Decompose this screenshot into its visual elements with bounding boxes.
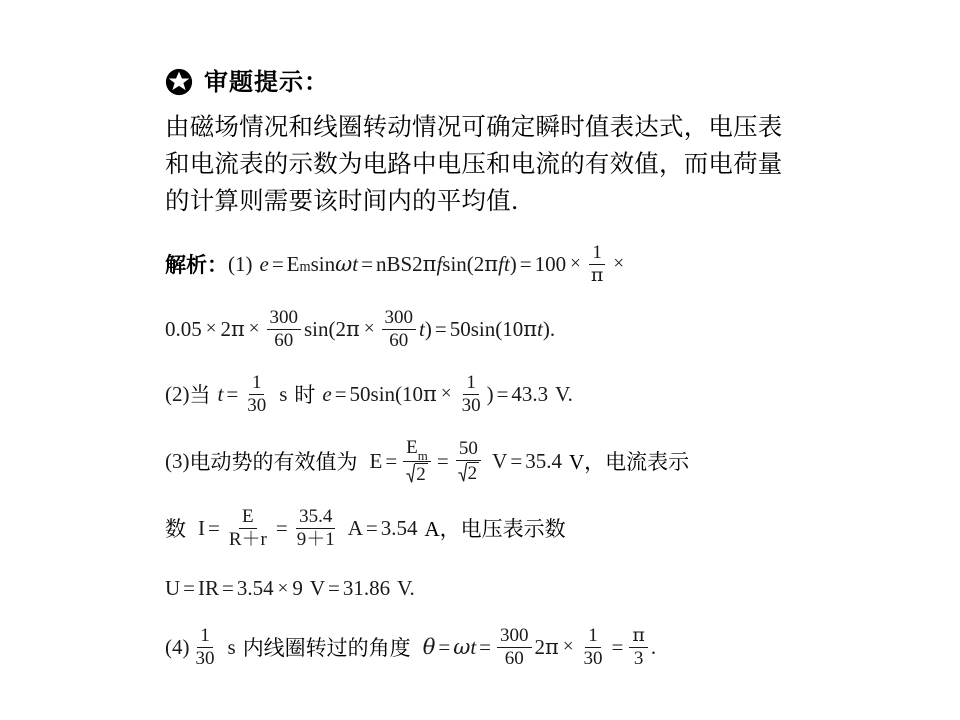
star-badge-icon [165, 68, 193, 96]
eq-7-1: = [438, 634, 451, 659]
fraction-denominator: 60 [504, 647, 524, 669]
equation-line-3 [165, 373, 810, 416]
fraction-numerator: 300 [497, 626, 532, 648]
fraction-300-over-60-c [497, 626, 532, 669]
shi-character: 时 [294, 383, 316, 408]
Em-subscript: m [299, 258, 311, 275]
fraction-35-4-over-9plus1 [294, 507, 338, 550]
paren-close-2: ) [424, 316, 432, 341]
eq-5-3: = [365, 515, 378, 540]
fraction-1-over-30-b [459, 373, 484, 416]
hint-line-1: 由磁场情况和线圈转动情况可确定瞬时值表达式，电压表 [165, 112, 783, 141]
t-var-3-1: t [217, 381, 224, 406]
eq-2-1: = [434, 316, 447, 341]
theta-symbol: θ [422, 635, 436, 660]
eq-7-3: = [611, 634, 624, 659]
pi-1: π [422, 252, 437, 277]
fraction-denominator [403, 462, 431, 485]
fraction-denominator: 3 [633, 647, 644, 669]
eq-3-1: = [226, 381, 239, 406]
fraction-numerator: 50 [456, 439, 481, 461]
t-var-2: t [419, 316, 425, 341]
value-35-4: 35.4 [525, 448, 562, 473]
hint-line-3: 的计算则需要该时间内的平均值. [165, 186, 519, 215]
eq-3-3: = [496, 381, 509, 406]
step-3-number: (3) [165, 448, 190, 473]
fraction-Em-over-sqrt2 [403, 438, 431, 485]
equation-line-1 [165, 243, 810, 286]
fraction-numerator: 1 [585, 626, 601, 648]
solution-block [165, 243, 810, 669]
value-100: 100 [534, 251, 567, 276]
pi-2-2: π [346, 317, 360, 342]
f-1: f [436, 251, 443, 276]
pi-2-1: π [230, 317, 245, 342]
sin-2: sin [442, 251, 467, 276]
emf-symbol: e [259, 251, 269, 276]
t-2: t [503, 251, 510, 276]
fraction-numerator: 1 [463, 373, 479, 395]
fraction-1-over-30-a [244, 373, 269, 416]
fraction-numerator: 35.4 [296, 507, 335, 529]
times-1-1: × [570, 253, 581, 275]
radicand: 2 [416, 463, 426, 485]
value-43-3: 43.3 [511, 381, 549, 406]
step-1-number: (1) [228, 251, 253, 276]
value-2-7: 2 [534, 634, 545, 659]
unit-volts-6b: V. [397, 576, 415, 601]
eq-5-1: = [208, 515, 220, 540]
times-3-1: × [440, 383, 452, 405]
expr-50sin-3: 50sin(10 [349, 381, 424, 406]
hint-heading-label: 审题提示： [204, 68, 329, 96]
value-3-54-6: 3.54 [236, 576, 274, 601]
unit-volts-4b: V， [568, 450, 606, 475]
Em-symbol-4: E [406, 436, 418, 458]
t-var-3: t [537, 316, 543, 341]
fraction-numerator: 300 [382, 308, 417, 330]
fraction-denominator: R＋r [228, 528, 267, 550]
value-9: 9 [292, 576, 303, 601]
pi-7-1: π [545, 635, 559, 660]
equation-line-7 [165, 623, 810, 669]
unit-seconds-7: s [227, 634, 236, 659]
hint-paragraph [165, 108, 810, 219]
unit-amps-5a: A [347, 515, 363, 540]
fraction-300-over-60-b [382, 308, 417, 351]
result-50sin: 50sin(10 [449, 316, 524, 341]
fraction-denominator: 60 [389, 329, 409, 351]
equation-line-4 [165, 438, 810, 485]
eq-6-3: = [328, 576, 340, 601]
unit-volts-6a: V [309, 576, 325, 601]
eq-4-2: = [436, 448, 449, 473]
fraction-pi-over-3 [629, 623, 648, 669]
unit-amps-5b: A， [424, 517, 461, 542]
period-7: . [650, 634, 657, 659]
equation-line-2 [165, 308, 810, 351]
fraction-numerator: 300 [267, 308, 302, 330]
emf-rms-label: 电动势的有效值为 [189, 450, 358, 475]
fraction-E-over-Rplusr [226, 507, 270, 550]
nBS-term: nBS2 [375, 251, 423, 276]
I-symbol: I [198, 515, 205, 540]
fraction-numerator: 1 [589, 243, 605, 265]
fraction-denominator: 9＋1 [296, 528, 335, 550]
paren-close-period-2: ). [542, 316, 556, 341]
sin-expr-2: sin(2 [304, 316, 346, 341]
voltmeter-reading-label: 电压表示数 [460, 517, 566, 542]
unit-volts-4a: V [492, 448, 508, 473]
fraction-denominator: 30 [247, 394, 267, 416]
U-symbol: U [165, 576, 181, 601]
times-2-1: × [205, 318, 217, 340]
eq-4-1: = [385, 448, 398, 473]
angle-turned-label: 内线圈转过的角度 [242, 636, 411, 661]
times-1-2: × [613, 253, 625, 275]
fraction-1-over-30-c [193, 626, 218, 669]
eq-6-1: = [183, 576, 196, 601]
fraction-denominator: 30 [583, 647, 603, 669]
omega-7: ω [453, 635, 471, 660]
eq-7-2: = [479, 634, 491, 659]
t-var-7: t [470, 634, 477, 659]
fraction-denominator: 30 [195, 647, 215, 669]
eq-3-2: = [334, 381, 347, 406]
sin-1: sin [310, 251, 336, 276]
times-6-1: × [277, 577, 289, 599]
E-symbol-4: E [369, 448, 383, 473]
equation-line-5 [165, 507, 810, 550]
paren-open-1: (2 [466, 251, 485, 276]
fraction-numerator [403, 438, 431, 462]
IR-product: IR [198, 576, 220, 601]
step-2-number: (2) [165, 381, 190, 406]
fraction-denominator [455, 461, 483, 484]
emf-symbol-3: e [322, 381, 332, 406]
sqrt-2-b [458, 462, 480, 484]
times-2-2: × [248, 318, 260, 340]
value-31-86: 31.86 [342, 576, 391, 601]
value-2: 2 [220, 316, 231, 341]
value-005: 0.05 [165, 316, 202, 341]
paren-close-3: ) [486, 381, 494, 406]
hint-heading [165, 62, 810, 102]
eq-6-2: = [222, 576, 234, 601]
sqrt-2-a [406, 463, 428, 485]
eq-5-2: = [275, 515, 288, 540]
fraction-1-over-pi [588, 243, 607, 286]
pi-3-1: π [423, 382, 437, 407]
equation-line-6 [165, 572, 810, 606]
eq-1-1: = [271, 251, 284, 276]
unit-volts-3: V. [555, 381, 573, 406]
times-7-1: × [562, 636, 574, 658]
eq-1-2: = [361, 251, 373, 276]
fraction-50-over-sqrt2 [455, 439, 483, 484]
solution-label: 解析： [165, 253, 228, 278]
fraction-numerator: π [629, 626, 648, 648]
omega-1: ω [335, 252, 353, 277]
eq-4-3: = [510, 448, 523, 473]
fraction-denominator: 30 [461, 394, 481, 416]
times-2-3: × [363, 318, 375, 340]
radicand: 2 [467, 462, 478, 484]
value-3-54: 3.54 [380, 515, 418, 540]
step-4-number: (4) [165, 634, 190, 659]
ammeter-reading-label: 电流表示 [605, 450, 690, 475]
pi-2-3: π [523, 317, 538, 342]
t-1: t [352, 251, 359, 276]
dang-character: 当 [189, 383, 211, 408]
fraction-denominator: π [590, 263, 604, 286]
fraction-numerator: 1 [197, 626, 213, 648]
fraction-numerator: 1 [249, 373, 265, 395]
hint-line-2: 和电流表的示数为电路中电压和电流的有效值，而电荷量 [165, 149, 783, 178]
shu-character: 数 [165, 517, 186, 542]
paren-close-1: ) [509, 251, 517, 276]
Em-symbol: E [286, 251, 300, 276]
pi-2: π [484, 252, 499, 277]
fraction-numerator: E [239, 507, 257, 529]
fraction-1-over-30-d [581, 626, 606, 669]
unit-seconds: s [279, 381, 288, 406]
fraction-300-over-60-a [267, 308, 302, 351]
eq-1-3: = [519, 251, 532, 276]
f-2: f [498, 251, 504, 276]
fraction-denominator: 60 [274, 329, 294, 351]
Em-subscript-4: m [417, 448, 428, 464]
